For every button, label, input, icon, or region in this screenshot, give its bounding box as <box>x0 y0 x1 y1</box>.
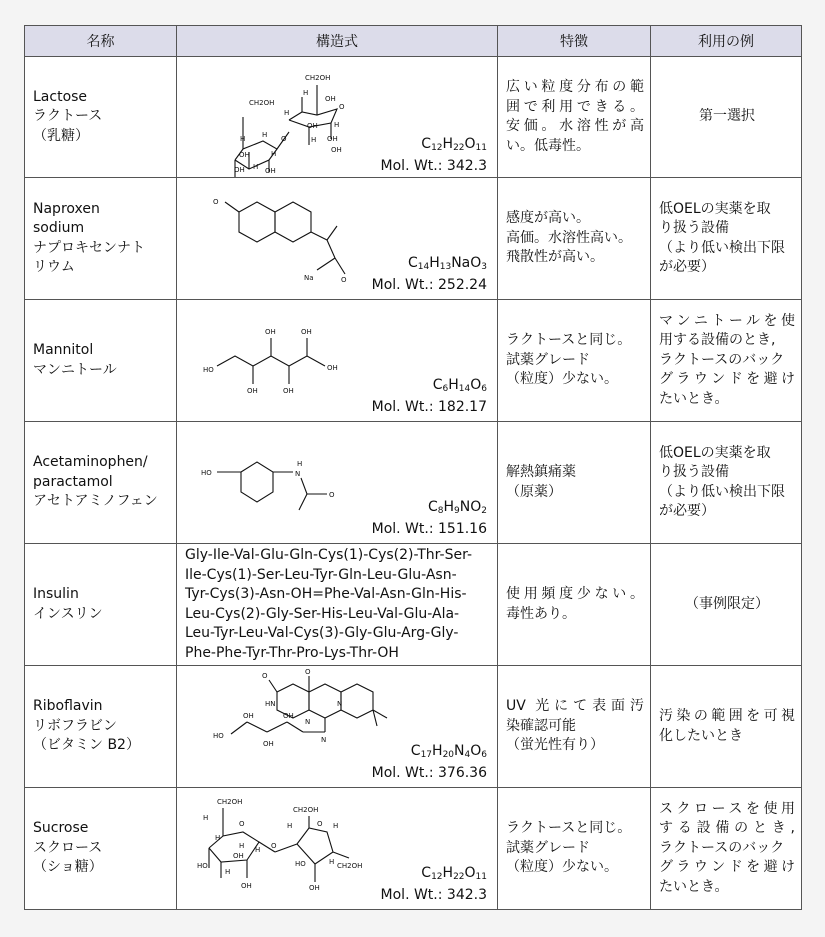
svg-text:H: H <box>253 163 259 171</box>
svg-text:O: O <box>341 276 347 284</box>
formula-block: $C_8H_9NO_2$ Mol. Wt.: 151.16 <box>371 499 487 537</box>
svg-text:CH2OH: CH2OH <box>305 74 331 82</box>
svg-text:N: N <box>305 718 311 726</box>
svg-text:H: H <box>287 822 293 830</box>
features-cell: UV 光にて表面汚 染確認可能 （蛍光性有り） <box>498 666 651 788</box>
svg-text:O: O <box>339 103 345 111</box>
svg-text:O: O <box>305 668 311 676</box>
svg-text:H: H <box>311 136 317 144</box>
name-cell: Naproxen sodium ナプロキセンナト リウム <box>25 178 177 300</box>
svg-text:O: O <box>329 491 335 499</box>
svg-text:H: H <box>333 822 339 830</box>
svg-text:CH2OH: CH2OH <box>217 798 243 806</box>
svg-text:OH: OH <box>283 712 294 720</box>
header-structure: 構造式 <box>177 26 498 57</box>
svg-text:O: O <box>239 820 245 828</box>
svg-text:H: H <box>215 834 221 842</box>
svg-text:CH2OH: CH2OH <box>337 862 363 870</box>
svg-text:OH: OH <box>239 151 250 159</box>
name-cell: Sucrose スクロース （ショ糖） <box>25 788 177 910</box>
table-row-riboflavin <box>25 666 802 788</box>
svg-text:O: O <box>262 672 268 680</box>
sequence-cell: Gly-Ile-Val-Glu-Gln-Cys(1)-Cys(2)-Thr-Ser- Ile-Cys(1)-Ser-Leu-Tyr-Gln-Leu-Glu-Asn- Tyr-Cys(3)-Asn-OH=Phe-Val-Asn-Gln-His- Leu-Cys(2)-Gly-Ser-His-Leu-Val-Glu-Ala- Leu-Tyr-Leu-Val-Cys(3)-Gly-Glu-Arg-Gly- Phe-Phe-Tyr-Thr-Pro-Lys-Thr-OH <box>177 544 498 666</box>
usage-cell: （事例限定） <box>651 544 802 666</box>
svg-text:OH: OH <box>233 852 244 860</box>
svg-text:OH: OH <box>307 122 318 130</box>
features-cell: ラクトースと同じ。 試薬グレード （粒度）少ない。 <box>498 788 651 910</box>
svg-text:OH: OH <box>265 167 276 175</box>
structure-cell <box>177 178 498 300</box>
name-cell: Lactose ラクトース （乳糖） <box>25 57 177 178</box>
svg-text:OH: OH <box>309 884 320 892</box>
svg-text:OH: OH <box>234 166 245 174</box>
structure-cell <box>177 300 498 422</box>
usage-cell: 第一選択 <box>651 57 802 178</box>
svg-text:H: H <box>262 131 268 139</box>
structure-cell <box>177 57 498 178</box>
svg-text:O: O <box>271 842 277 850</box>
table-row-insulin <box>25 544 802 666</box>
features-cell: 解熱鎮痛薬 （原薬） <box>498 422 651 544</box>
svg-text:O: O <box>317 820 323 828</box>
structure-cell <box>177 422 498 544</box>
structure-cell <box>177 788 498 910</box>
header-usage: 利用の例 <box>651 26 802 57</box>
svg-text:CH2OH: CH2OH <box>249 99 275 107</box>
svg-text:N: N <box>337 700 343 708</box>
svg-text:H: H <box>271 150 277 158</box>
svg-text:HN: HN <box>265 700 276 708</box>
header-row <box>25 26 802 57</box>
svg-text:H: H <box>334 121 340 129</box>
svg-text:HO: HO <box>201 469 212 477</box>
name-cell: Riboflavin リボフラビン （ビタミン B2） <box>25 666 177 788</box>
table-row-lactose <box>25 57 802 178</box>
usage-cell: スクロースを使用 する設備のとき, ラクトースのバック グラウンドを避け たいとき。 <box>651 788 802 910</box>
usage-cell: マンニトールを使 用する設備のとき, ラクトースのバック グラウンドを避け たいとき。 <box>651 300 802 422</box>
svg-text:OH: OH <box>283 387 294 395</box>
formula-block: $C_{14}H_{13}NaO_3$ Mol. Wt.: 252.24 <box>371 255 487 293</box>
svg-text:OH: OH <box>263 740 274 748</box>
svg-text:N: N <box>321 736 327 744</box>
svg-text:O: O <box>281 135 287 143</box>
svg-text:H: H <box>284 109 290 117</box>
svg-text:H: H <box>240 135 246 143</box>
svg-text:OH: OH <box>327 135 338 143</box>
svg-text:H: H <box>203 814 209 822</box>
formula-block: $C_{12}H_{22}O_{11}$ Mol. Wt.: 342.3 <box>380 865 487 903</box>
svg-text:H: H <box>303 89 309 97</box>
table-row-mannitol <box>25 300 802 422</box>
features-cell: 広い粒度分布の範 囲で利用できる。 安価。水溶性が高 い。低毒性。 <box>498 57 651 178</box>
svg-text:O: O <box>213 198 219 206</box>
svg-text:N: N <box>295 470 301 478</box>
name-cell: Mannitol マンニトール <box>25 300 177 422</box>
svg-text:OH: OH <box>301 328 312 336</box>
svg-text:OH: OH <box>265 328 276 336</box>
svg-text:H: H <box>329 858 335 866</box>
svg-text:OH: OH <box>247 387 258 395</box>
svg-text:HO: HO <box>295 860 306 868</box>
svg-text:HO: HO <box>213 732 224 740</box>
table-row-sucrose <box>25 788 802 910</box>
comparison-table <box>24 25 802 910</box>
svg-text:OH: OH <box>243 712 254 720</box>
svg-text:Na: Na <box>304 274 314 282</box>
svg-text:OH: OH <box>327 364 338 372</box>
table-row-acetaminophen <box>25 422 802 544</box>
structure-cell <box>177 666 498 788</box>
svg-text:H: H <box>255 846 261 854</box>
features-cell: 使用頻度少ない。 毒性あり。 <box>498 544 651 666</box>
usage-cell: 低OELの実薬を取 り扱う設備 （より低い検出下限 が必要） <box>651 422 802 544</box>
svg-text:OH: OH <box>331 146 342 154</box>
features-cell: 感度が高い。 高価。水溶性高い。 飛散性が高い。 <box>498 178 651 300</box>
svg-text:HO: HO <box>203 366 214 374</box>
svg-text:H: H <box>225 868 231 876</box>
header-features: 特徴 <box>498 26 651 57</box>
formula-block: $C_{17}H_{20}N_4O_6$ Mol. Wt.: 376.36 <box>371 743 487 781</box>
formula-block: $C_6H_{14}O_6$ Mol. Wt.: 182.17 <box>371 377 487 415</box>
svg-text:OH: OH <box>241 882 252 890</box>
svg-text:H: H <box>297 460 303 468</box>
usage-cell: 低OELの実薬を取 り扱う設備 （より低い検出下限 が必要） <box>651 178 802 300</box>
table-row-naproxen <box>25 178 802 300</box>
svg-text:H: H <box>239 842 245 850</box>
name-cell: Insulin インスリン <box>25 544 177 666</box>
formula-block: $C_{12}H_{22}O_{11}$ Mol. Wt.: 342.3 <box>380 136 487 174</box>
header-name: 名称 <box>25 26 177 57</box>
features-cell: ラクトースと同じ。 試薬グレード （粒度）少ない。 <box>498 300 651 422</box>
svg-text:HO: HO <box>197 862 208 870</box>
svg-text:OH: OH <box>325 95 336 103</box>
svg-text:CH2OH: CH2OH <box>293 806 319 814</box>
name-cell: Acetaminophen/ paractamol アセトアミノフェン <box>25 422 177 544</box>
usage-cell: 汚染の範囲を可視 化したいとき <box>651 666 802 788</box>
